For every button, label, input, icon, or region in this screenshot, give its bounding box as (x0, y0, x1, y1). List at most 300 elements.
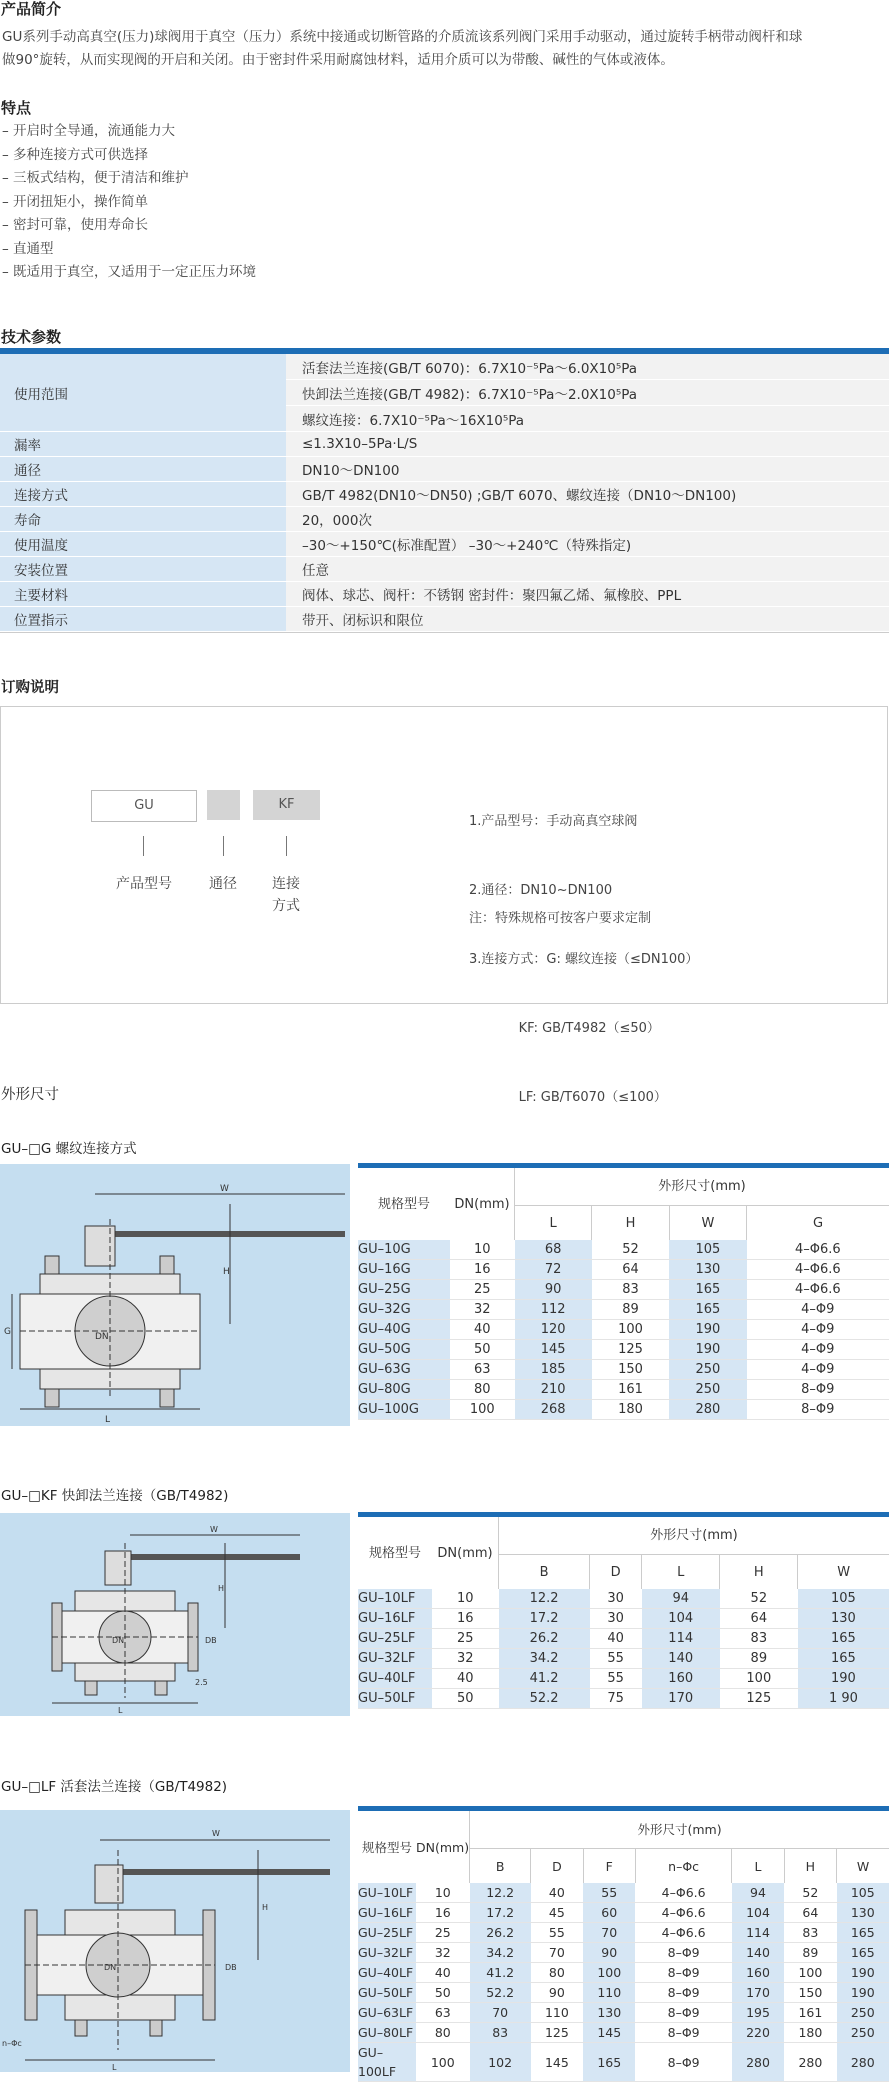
feature-item: – 开启时全导通，流通能力大 (2, 120, 256, 144)
label-db: DB (225, 1963, 237, 1972)
lf-dimension-table (358, 1811, 889, 2082)
param-label: 连接方式 (0, 482, 286, 507)
table-cell: 94 (642, 1589, 720, 1609)
features-title: 特点 (1, 97, 31, 118)
order-label-conn (260, 873, 312, 917)
table-cell: 12.2 (470, 1883, 531, 1903)
feature-item: – 多种连接方式可供选择 (2, 144, 256, 168)
table-cell: 140 (732, 1943, 784, 1963)
intro-paragraph (2, 26, 888, 72)
table-cell: 4–Φ6.6 (635, 1883, 731, 1903)
table-cell: GU–50LF (358, 1689, 432, 1709)
table-cell: GU–10G (358, 1240, 450, 1260)
table-header-row (358, 1168, 889, 1206)
table-cell: 50 (432, 1689, 499, 1709)
g-dimension-table (358, 1168, 889, 1420)
col-header: H (784, 1849, 836, 1884)
table-cell: 70 (583, 1923, 635, 1943)
table-cell: 12.2 (499, 1589, 590, 1609)
label-dn: DN (104, 1963, 116, 1972)
table-cell: 125 (531, 2023, 583, 2043)
table-row (358, 2003, 889, 2023)
table-cell: 94 (732, 1883, 784, 1903)
table-cell: 100 (592, 1320, 669, 1340)
usage-value: 快卸法兰连接(GB/T 4982)：6.7X10⁻⁵Pa～2.0X10⁵Pa (286, 380, 889, 406)
col-header: G (747, 1206, 889, 1241)
col-header: n–Φc (635, 1849, 731, 1884)
table-cell: 268 (515, 1400, 592, 1420)
table-cell: 83 (592, 1280, 669, 1300)
table-cell: GU–50G (358, 1340, 450, 1360)
table-cell: 16 (432, 1609, 499, 1629)
table-cell: 180 (784, 2023, 836, 2043)
table-cell: 64 (720, 1609, 798, 1629)
table-cell: 165 (837, 1943, 889, 1963)
table-row (358, 1400, 889, 1420)
param-value: 20，000次 (286, 507, 889, 532)
label-nphic: n–Φc (2, 2039, 22, 2048)
table-cell: 140 (642, 1649, 720, 1669)
label-dn: DN (95, 1332, 109, 1342)
col-header-group: 外形尺寸(mm) (499, 1517, 889, 1555)
table-cell: 4–Φ6.6 (747, 1280, 889, 1300)
table-cell: 170 (732, 1983, 784, 2003)
table-cell: 32 (450, 1300, 515, 1320)
order-note: 1.产品型号：手动高真空球阀 (469, 810, 698, 833)
col-header: F (583, 1849, 635, 1884)
table-row (358, 1689, 889, 1709)
table-cell: GU–40G (358, 1320, 450, 1340)
feature-item: – 直通型 (2, 238, 256, 262)
col-header: H (592, 1206, 669, 1241)
table-cell: 55 (583, 1883, 635, 1903)
table-cell: 104 (732, 1903, 784, 1923)
table-cell: 190 (669, 1340, 746, 1360)
order-dn-box (207, 790, 240, 820)
table-cell: 32 (432, 1649, 499, 1669)
table-cell: 63 (416, 2003, 470, 2023)
table-cell: 190 (837, 1963, 889, 1983)
table-cell: 25 (450, 1280, 515, 1300)
table-cell: 160 (732, 1963, 784, 1983)
table-cell: 1 90 (798, 1689, 889, 1709)
order-notes (469, 764, 698, 1155)
table-cell: 68 (515, 1240, 592, 1260)
table-cell: 16 (450, 1260, 515, 1280)
col-header: W (837, 1849, 889, 1884)
table-cell: 190 (837, 1983, 889, 2003)
table-cell: 165 (798, 1649, 889, 1669)
table-cell: GU–32LF (358, 1943, 416, 1963)
table-cell: 90 (515, 1280, 592, 1300)
table-cell: 89 (720, 1649, 798, 1669)
param-value: –30～+150℃(标准配置） –30～+240℃（特殊指定) (286, 532, 889, 557)
table-cell: 165 (669, 1300, 746, 1320)
col-header: H (720, 1555, 798, 1590)
col-header-dn: DN(mm) (432, 1517, 499, 1589)
table-cell: 40 (450, 1320, 515, 1340)
feature-item: – 开闭扭矩小，操作简单 (2, 191, 256, 215)
table-cell: 105 (669, 1240, 746, 1260)
table-cell: 90 (583, 1943, 635, 1963)
table-cell: 55 (531, 1923, 583, 1943)
table-cell: 34.2 (499, 1649, 590, 1669)
kf-table-body (358, 1589, 889, 1709)
usage-label: 使用范围 (0, 354, 286, 432)
col-header: B (470, 1849, 531, 1884)
features-list (2, 120, 256, 285)
label-w: W (210, 1525, 218, 1534)
table-cell: 150 (784, 1983, 836, 2003)
table-cell: 100 (416, 2043, 470, 2082)
order-label-dn: 通径 (197, 873, 249, 895)
order-remark: 注：特殊规格可按客户要求定制 (469, 907, 651, 930)
table-row (0, 607, 889, 632)
feature-item: – 三板式结构，便于清洁和维护 (2, 167, 256, 191)
table-cell: 45 (531, 1903, 583, 1923)
table-cell: 4–Φ6.6 (747, 1240, 889, 1260)
table-cell: 10 (450, 1240, 515, 1260)
table-cell: GU–10LF (358, 1589, 432, 1609)
table-cell: 8–Φ9 (635, 1983, 731, 2003)
order-note: 3.连接方式：G: 螺纹连接（≤DN100） (469, 948, 698, 971)
table-row (358, 1240, 889, 1260)
kf-dimension-table (358, 1517, 889, 1709)
param-value: GB/T 4982(DN10～DN50) ;GB/T 6070、螺纹连接（DN10～DN100) (286, 482, 889, 507)
table-row (358, 1943, 889, 1963)
label-h: H (218, 1584, 224, 1593)
table-cell: 161 (592, 1380, 669, 1400)
order-label-conn-line2: 方式 (260, 895, 312, 917)
param-value: 带开、闭标识和限位 (286, 607, 889, 632)
table-cell: 130 (669, 1260, 746, 1280)
usage-value: 螺纹连接：6.7X10⁻⁵Pa～16X10⁵Pa (286, 406, 889, 432)
order-note: KF: GB/T4982（≤50） (469, 1017, 698, 1040)
table-row (0, 432, 889, 457)
table-cell: 170 (642, 1689, 720, 1709)
tech-title: 技术参数 (1, 326, 61, 347)
table-cell: 50 (416, 1983, 470, 2003)
order-title: 订购说明 (1, 676, 59, 697)
table-cell: 80 (416, 2023, 470, 2043)
table-cell: 52 (720, 1589, 798, 1609)
connector-line (223, 836, 224, 856)
valve-drawing-g (0, 1164, 350, 1426)
lf-table-body (358, 1883, 889, 2082)
table-row (358, 2023, 889, 2043)
table-cell: GU–16LF (358, 1609, 432, 1629)
table-cell: 145 (515, 1340, 592, 1360)
table-row (358, 1669, 889, 1689)
table-cell: 220 (732, 2023, 784, 2043)
col-header: L (515, 1206, 592, 1241)
order-label-conn-line1: 连接 (260, 873, 312, 895)
table-row (358, 1360, 889, 1380)
table-cell: 8–Φ9 (747, 1380, 889, 1400)
order-conn-box: KF (253, 790, 320, 820)
order-label-model: 产品型号 (109, 873, 179, 895)
intro-line: 做90°旋转，从而实现阀的开启和关闭。由于密封件采用耐腐蚀材料，适用介质可以为带酸、碱性的气体或液体。 (2, 49, 888, 72)
table-cell: GU–40LF (358, 1669, 432, 1689)
table-cell: 89 (784, 1943, 836, 1963)
label-g: G (4, 1327, 11, 1337)
col-header: D (531, 1849, 583, 1884)
param-value: ≤1.3X10–5Pa·L/S (286, 432, 889, 457)
table-row (358, 1883, 889, 1903)
table-row (0, 507, 889, 532)
valve-drawing-lf (0, 1810, 350, 2072)
table-cell: 165 (837, 1923, 889, 1943)
table-cell: 4–Φ6.6 (747, 1260, 889, 1280)
param-label: 寿命 (0, 507, 286, 532)
table-cell: 89 (592, 1300, 669, 1320)
label-l: L (118, 1706, 123, 1715)
table-cell: 130 (798, 1609, 889, 1629)
table-cell: 63 (450, 1360, 515, 1380)
table-cell: 125 (592, 1340, 669, 1360)
table-cell: 17.2 (499, 1609, 590, 1629)
table-row (358, 1629, 889, 1649)
col-header: L (642, 1555, 720, 1590)
tech-bottom-rule (0, 632, 889, 633)
table-cell: GU–25G (358, 1280, 450, 1300)
table-cell: 250 (837, 2003, 889, 2023)
param-label: 安装位置 (0, 557, 286, 582)
table-header-row (358, 1811, 889, 1849)
col-header: B (499, 1555, 590, 1590)
table-cell: 70 (531, 1943, 583, 1963)
g-drawing (0, 1164, 350, 1426)
col-header: L (732, 1849, 784, 1884)
table-cell: 40 (432, 1669, 499, 1689)
label-w: W (212, 1829, 220, 1838)
table-cell: 75 (590, 1689, 642, 1709)
table-cell: 34.2 (470, 1943, 531, 1963)
table-cell: 160 (642, 1669, 720, 1689)
table-cell: 30 (590, 1589, 642, 1609)
table-cell: 185 (515, 1360, 592, 1380)
table-row (0, 582, 889, 607)
table-cell: 8–Φ9 (635, 2003, 731, 2023)
table-cell: 114 (642, 1629, 720, 1649)
table-cell: 105 (798, 1589, 889, 1609)
table-cell: 8–Φ9 (635, 1943, 731, 1963)
param-label: 漏率 (0, 432, 286, 457)
table-cell: 145 (531, 2043, 583, 2082)
label-h: H (262, 1903, 268, 1912)
connector-line (143, 836, 144, 856)
lf-drawing (0, 1810, 350, 2072)
feature-item: – 密封可靠，使用寿命长 (2, 214, 256, 238)
param-label: 使用温度 (0, 532, 286, 557)
table-row (0, 354, 889, 380)
table-cell: 250 (669, 1360, 746, 1380)
table-cell: 114 (732, 1923, 784, 1943)
table-cell: 55 (590, 1669, 642, 1689)
table-cell: 8–Φ9 (635, 1963, 731, 1983)
table-cell: 110 (531, 2003, 583, 2023)
table-cell: 104 (642, 1609, 720, 1629)
table-cell: 250 (669, 1380, 746, 1400)
table-cell: 80 (531, 1963, 583, 1983)
table-cell: 16 (416, 1903, 470, 1923)
table-cell: 60 (583, 1903, 635, 1923)
col-header-model: 规格型号 (358, 1517, 432, 1589)
table-row (358, 1589, 889, 1609)
table-cell: 161 (784, 2003, 836, 2023)
table-cell: 83 (784, 1923, 836, 1943)
kf-title: GU–□KF 快卸法兰连接（GB/T4982) (1, 1484, 228, 1504)
table-cell: 72 (515, 1260, 592, 1280)
table-cell: 210 (515, 1380, 592, 1400)
table-cell: 26.2 (470, 1923, 531, 1943)
table-cell: 90 (531, 1983, 583, 2003)
param-label: 位置指示 (0, 607, 286, 632)
order-note: LF: GB/T6070（≤100） (469, 1086, 698, 1109)
table-cell: 8–Φ9 (635, 2023, 731, 2043)
table-cell: 4–Φ6.6 (635, 1903, 731, 1923)
table-cell: GU–40LF (358, 1963, 416, 1983)
col-header: W (798, 1555, 889, 1590)
table-cell: 25 (432, 1629, 499, 1649)
table-cell: 165 (583, 2043, 635, 2082)
table-cell: 50 (450, 1340, 515, 1360)
table-cell: 105 (837, 1883, 889, 1903)
table-cell: 100 (784, 1963, 836, 1983)
col-header-dn: DN(mm) (450, 1168, 515, 1240)
table-row (0, 482, 889, 507)
table-cell: GU–32LF (358, 1649, 432, 1669)
label-w: W (220, 1184, 229, 1194)
table-cell: 102 (470, 2043, 531, 2082)
table-row (358, 1280, 889, 1300)
table-cell: GU–100LF (358, 2043, 416, 2082)
order-note: 2.通径：DN10~DN100 (469, 879, 698, 902)
table-cell: 112 (515, 1300, 592, 1320)
table-cell: GU–80LF (358, 2023, 416, 2043)
table-cell: 190 (669, 1320, 746, 1340)
table-cell: 250 (837, 2023, 889, 2043)
col-header-group: 外形尺寸(mm) (470, 1811, 889, 1849)
intro-line: GU系列手动高真空(压力)球阀用于真空（压力）系统中接通或切断管路的介质流该系列阀门采用手动驱动，通过旋转手柄带动阀杆和球 (2, 26, 888, 49)
table-cell: 41.2 (470, 1963, 531, 1983)
table-cell: 26.2 (499, 1629, 590, 1649)
table-cell: 165 (798, 1629, 889, 1649)
table-cell: 30 (590, 1609, 642, 1629)
table-cell: 64 (784, 1903, 836, 1923)
table-row (0, 532, 889, 557)
table-cell: 280 (732, 2043, 784, 2082)
table-cell: GU–16G (358, 1260, 450, 1280)
table-cell: 150 (592, 1360, 669, 1380)
col-header: W (669, 1206, 746, 1241)
col-header-group: 外形尺寸(mm) (515, 1168, 889, 1206)
table-cell: 145 (583, 2023, 635, 2043)
col-header: D (590, 1555, 642, 1590)
param-value: 阀体、球芯、阀杆：不锈钢 密封件：聚四氟乙烯、氟橡胶、PPL (286, 582, 889, 607)
valve-drawing-kf (0, 1513, 350, 1716)
table-cell: 4–Φ9 (747, 1320, 889, 1340)
table-cell: 120 (515, 1320, 592, 1340)
table-cell: 32 (416, 1943, 470, 1963)
table-cell: 8–Φ9 (747, 1400, 889, 1420)
table-row (358, 1320, 889, 1340)
param-label: 主要材料 (0, 582, 286, 607)
table-cell: 52.2 (470, 1983, 531, 2003)
lf-title: GU–□LF 活套法兰连接（GB/T4982) (1, 1775, 227, 1795)
table-cell: 130 (583, 2003, 635, 2023)
param-label: 通径 (0, 457, 286, 482)
table-cell: 80 (450, 1380, 515, 1400)
table-row (358, 1380, 889, 1400)
table-cell: 190 (798, 1669, 889, 1689)
table-row (358, 1609, 889, 1629)
label-l: L (112, 2063, 117, 2072)
table-cell: 64 (592, 1260, 669, 1280)
table-row (358, 1903, 889, 1923)
table-cell: 4–Φ9 (747, 1340, 889, 1360)
table-cell: 180 (592, 1400, 669, 1420)
table-row (358, 1260, 889, 1280)
col-header-model: 规格型号 (358, 1811, 416, 1883)
tech-table (0, 354, 889, 632)
table-cell: 41.2 (499, 1669, 590, 1689)
label-db: DB (205, 1636, 217, 1645)
label-l: L (105, 1415, 110, 1425)
table-row (358, 1340, 889, 1360)
table-cell: 195 (732, 2003, 784, 2023)
table-cell: 100 (583, 1963, 635, 1983)
dims-title: 外形尺寸 (1, 1083, 59, 1104)
usage-value: 活套法兰连接(GB/T 6070)：6.7X10⁻⁵Pa～6.0X10⁵Pa (286, 354, 889, 380)
table-row (358, 2043, 889, 2082)
table-cell: 70 (470, 2003, 531, 2023)
table-cell: 4–Φ6.6 (635, 1923, 731, 1943)
table-row (358, 1963, 889, 1983)
table-cell: GU–50LF (358, 1983, 416, 2003)
order-model-box: GU (91, 790, 197, 822)
param-value: 任意 (286, 557, 889, 582)
col-header-model: 规格型号 (358, 1168, 450, 1240)
table-cell: GU–10LF (358, 1883, 416, 1903)
table-header-row (358, 1517, 889, 1555)
connector-line (286, 836, 287, 856)
label-h: H (223, 1267, 230, 1277)
table-row (0, 557, 889, 582)
table-row (358, 1983, 889, 2003)
g-table-body (358, 1240, 889, 1420)
table-row (358, 1649, 889, 1669)
table-cell: 100 (450, 1400, 515, 1420)
intro-title: 产品简介 (1, 0, 61, 19)
table-cell: 25 (416, 1923, 470, 1943)
col-header-dn: DN(mm) (416, 1811, 470, 1883)
table-cell: 110 (583, 1983, 635, 2003)
table-cell: GU–16LF (358, 1903, 416, 1923)
table-cell: 83 (720, 1629, 798, 1649)
table-cell: 280 (784, 2043, 836, 2082)
table-cell: 280 (837, 2043, 889, 2082)
table-cell: GU–32G (358, 1300, 450, 1320)
table-cell: 100 (720, 1669, 798, 1689)
order-box (0, 706, 888, 1004)
table-row (0, 457, 889, 482)
label-25: 2.5 (195, 1678, 208, 1687)
table-cell: GU–25LF (358, 1923, 416, 1943)
table-cell: 8–Φ9 (635, 2043, 731, 2082)
feature-item: – 既适用于真空，又适用于一定正压力环境 (2, 261, 256, 285)
g-title: GU–□G 螺纹连接方式 (1, 1137, 137, 1157)
